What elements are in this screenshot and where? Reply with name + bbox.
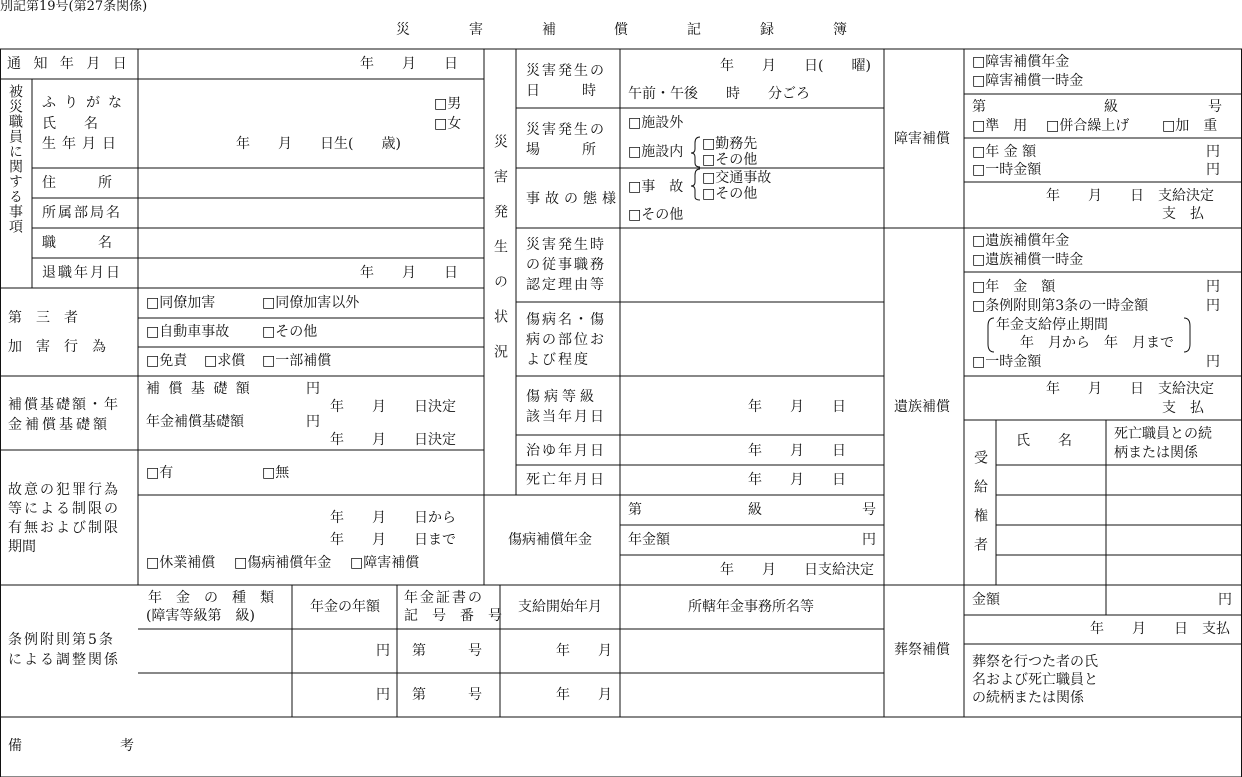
crime-label-3: 有無および制限 [8, 520, 120, 536]
accident-other-checkbox[interactable]: □その他 [702, 186, 758, 202]
row1-yen: 円 [376, 643, 390, 659]
occur-time-value: 午前・午後 時 分ごろ [628, 86, 810, 102]
death-date-label: 死亡年月日 [526, 472, 606, 488]
disability-lump-checkbox[interactable]: □障害補償一時金 [972, 73, 1084, 89]
funeral-label: 葬祭補償 [894, 642, 950, 658]
crime-yes-checkbox[interactable]: □有 [146, 465, 174, 481]
injury-label-3: よび程度 [526, 352, 590, 368]
disability-label: 障害補償 [894, 131, 950, 147]
recipient-rel-header-2: 柄または関係 [1114, 445, 1198, 461]
survivor-appendix-yen: 円 [1206, 298, 1220, 314]
crime-no-checkbox[interactable]: □無 [262, 465, 290, 481]
place-inside-checkbox[interactable]: □施設内 [628, 144, 684, 160]
funeral-amount-label: 金額 [972, 592, 1000, 608]
victim-group-label: 被災職員に関する事項 [7, 84, 23, 234]
birthdate-value: 年 月 日生( 歳) [236, 136, 401, 152]
col-pension-kind-1: 年 金 の 種 類 [148, 590, 274, 606]
disability-lumpsum-yen: 円 [1206, 162, 1220, 178]
grade-date-label-1: 傷病等級 [526, 389, 598, 405]
claim-checkbox[interactable]: □求償 [204, 353, 246, 369]
apply-checkbox[interactable]: □準 用 [972, 118, 1028, 134]
occur-date-value: 年 月 日( 曜) [720, 58, 871, 74]
retire-date-value: 年 月 日 [360, 265, 458, 281]
basis-decided: 年 月 日決定 [330, 399, 456, 415]
exempt-checkbox[interactable]: □免責 [146, 353, 188, 369]
row2-no: 第 号 [412, 687, 482, 703]
funeral-person-3: の続柄または関係 [972, 690, 1084, 706]
survivor-label: 遺族補償 [894, 399, 950, 415]
occur-date-label-2: 日 時 [526, 83, 596, 99]
limit-injury-pension-checkbox[interactable]: □傷病補償年金 [234, 555, 332, 571]
survivor-lump-checkbox[interactable]: □遺族補償一時金 [972, 252, 1084, 268]
row2-yen: 円 [376, 687, 390, 703]
place-outside-checkbox[interactable]: □施設外 [628, 115, 684, 131]
injury-pension-amount-label: 年金額 [628, 532, 670, 548]
accident-label: 事故の態様 [526, 191, 621, 207]
merge-checkbox[interactable]: □併合繰上げ [1046, 118, 1130, 134]
funeral-person-2: 名および死亡職員と [972, 672, 1098, 688]
col-cert-1: 年金証書の [404, 590, 484, 606]
survivor-pension-checkbox[interactable]: □遺族補償年金 [972, 233, 1070, 249]
injury-label-1: 傷病名・傷 [526, 312, 606, 328]
survivor-lumpsum-yen: 円 [1206, 354, 1220, 370]
recipient-label: 受給権者 [972, 450, 988, 566]
recipient-name-header: 氏 名 [1016, 433, 1072, 449]
survivor-appendix-checkbox[interactable]: □条例附則第3条の一時金額 [972, 298, 1149, 314]
situation-label: 災害発生の状況 [492, 134, 508, 379]
partial-checkbox[interactable]: □一部補償 [262, 353, 332, 369]
traffic-accident-checkbox[interactable]: □交通事故 [702, 170, 772, 186]
disability-annual-yen: 円 [1206, 144, 1220, 160]
title-char: 償 [614, 22, 628, 38]
survivor-annual-checkbox[interactable]: □年 金 額 [972, 279, 1056, 295]
col-start-month: 支給開始年月 [518, 599, 602, 615]
title-char: 簿 [833, 22, 847, 38]
col-pension-kind-2: (障害等級第 級) [146, 608, 255, 624]
disability-grade-dai: 第 [972, 99, 986, 115]
crime-label-1: 故意の犯罪行為 [8, 482, 120, 498]
row1-no: 第 号 [412, 643, 482, 659]
col-cert-2: 記 号 番 号 [404, 608, 502, 624]
title-char: 害 [469, 22, 483, 38]
row1-ym: 年 月 [556, 643, 612, 659]
duty-label-3: 認定理由等 [526, 277, 606, 293]
remarks-label: 備 考 [8, 738, 134, 754]
pension-basis-decided: 年 月 日決定 [330, 432, 456, 448]
injury-pay-decided: 年 月 日支給決定 [720, 562, 874, 578]
third-party-label-1: 第 三 者 [8, 310, 78, 326]
same-colleague-checkbox[interactable]: □同僚加害 [146, 295, 216, 311]
disability-pay-decision: 年 月 日 支給決定 [1046, 188, 1214, 204]
duty-label-1: 災害発生時 [526, 237, 606, 253]
pension-basis-yen: 円 [306, 414, 320, 430]
other-checkbox[interactable]: □その他 [262, 324, 318, 340]
limit-from: 年 月 日から [330, 510, 456, 526]
gender-female-checkbox[interactable]: □女 [434, 116, 462, 132]
gender-male-checkbox[interactable]: □男 [434, 96, 462, 112]
injury-grade-go: 号 [862, 502, 876, 518]
suspend-period-range: 年 月から 年 月まで [1020, 335, 1174, 351]
notify-date-value: 年 月 日 [360, 56, 458, 72]
disability-pension-checkbox[interactable]: □障害補償年金 [972, 54, 1070, 70]
basis-amount-label: 補 償 基 礎 額 [146, 381, 252, 397]
disability-grade-kyu: 級 [1104, 99, 1118, 115]
crime-label-4: 期間 [8, 539, 36, 555]
accident-other2-checkbox[interactable]: □その他 [628, 207, 684, 223]
survivor-annual-yen: 円 [1206, 279, 1220, 295]
col-annual-amount: 年金の年額 [310, 599, 380, 615]
funeral-person-1: 葬祭を行つた者の氏 [972, 654, 1098, 670]
place-other-checkbox[interactable]: □その他 [702, 152, 758, 168]
disability-annual-checkbox[interactable]: □年 金 額 [972, 144, 1037, 160]
occur-date-label-1: 災害発生の [526, 63, 606, 79]
basis-yen: 円 [306, 381, 320, 397]
place-label-2: 場 所 [526, 142, 596, 158]
adjust-label-2: による調整関係 [8, 652, 120, 668]
non-colleague-checkbox[interactable]: □同僚加害以外 [262, 295, 360, 311]
position-label: 職 名 [42, 235, 112, 251]
title-char: 災 [396, 22, 410, 38]
furigana-label: ふりがな [42, 95, 130, 111]
birthdate-label: 生年月日 [42, 136, 122, 152]
title-char: 記 [687, 22, 701, 38]
crime-label-2: 等による制限の [8, 501, 120, 517]
retire-date-label: 退職年月日 [42, 265, 122, 281]
injury-label-2: 病の部位お [526, 332, 606, 348]
cure-date-value: 年 月 日 [748, 443, 846, 459]
basis-label-1: 補償基礎額・年 [8, 397, 120, 413]
col-pension-office: 所轄年金事務所名等 [688, 599, 814, 615]
place-label-1: 災害発生の [526, 122, 606, 138]
injury-pension-label: 傷病補償年金 [508, 532, 592, 548]
basis-label-2: 金補償基礎額 [8, 417, 110, 433]
title-char: 録 [760, 22, 774, 38]
title-char: 補 [542, 22, 556, 38]
notify-date-label: 通 知 年 月 日 [7, 56, 131, 72]
car-accident-checkbox[interactable]: □自動車事故 [146, 324, 230, 340]
cure-date-label: 治ゆ年月日 [526, 443, 606, 459]
limit-to: 年 月 日まで [330, 532, 456, 548]
place-workplace-checkbox[interactable]: □勤務先 [702, 136, 758, 152]
injury-pension-yen: 円 [862, 532, 876, 548]
accident-checkbox[interactable]: □事 故 [628, 179, 684, 195]
address-label: 住 所 [42, 175, 112, 191]
form-number: 別記第19号(第27条関係) [0, 0, 148, 14]
adjust-label-1: 条例附則第5条 [8, 632, 115, 648]
death-date-value: 年 月 日 [748, 472, 846, 488]
disability-lumpsum-checkbox[interactable]: □一時金額 [972, 162, 1042, 178]
grade-date-label-2: 該当年月日 [526, 409, 606, 425]
recipient-rel-header-1: 死亡職員との続 [1114, 426, 1212, 442]
survivor-pay-decision: 年 月 日 支給決定 [1046, 381, 1214, 397]
disability-paid: 支 払 [1162, 206, 1204, 222]
limit-disability-checkbox[interactable]: □障害補償 [350, 555, 420, 571]
row2-ym: 年 月 [556, 687, 612, 703]
injury-grade-dai: 第 [628, 502, 642, 518]
suspend-period-label: 年金支給停止期間 [996, 317, 1108, 333]
duty-label-2: の従事職務 [526, 257, 606, 273]
name-label: 氏 名 [42, 116, 98, 132]
survivor-paid: 支 払 [1162, 400, 1204, 416]
survivor-lumpsum-checkbox[interactable]: □一時金額 [972, 354, 1042, 370]
grade-date-value: 年 月 日 [748, 399, 846, 415]
third-party-label-2: 加 害 行 為 [8, 339, 106, 355]
limit-absence-checkbox[interactable]: □休業補償 [146, 555, 216, 571]
injury-grade-kyu: 級 [748, 502, 762, 518]
pension-basis-label: 年金補償基礎額 [146, 414, 244, 430]
aggravate-checkbox[interactable]: □加 重 [1162, 118, 1218, 134]
disability-grade-go: 号 [1208, 99, 1222, 115]
funeral-paid-date: 年 月 日 支払 [1090, 621, 1230, 637]
department-label: 所属部局名 [42, 205, 122, 221]
funeral-yen: 円 [1218, 592, 1232, 608]
